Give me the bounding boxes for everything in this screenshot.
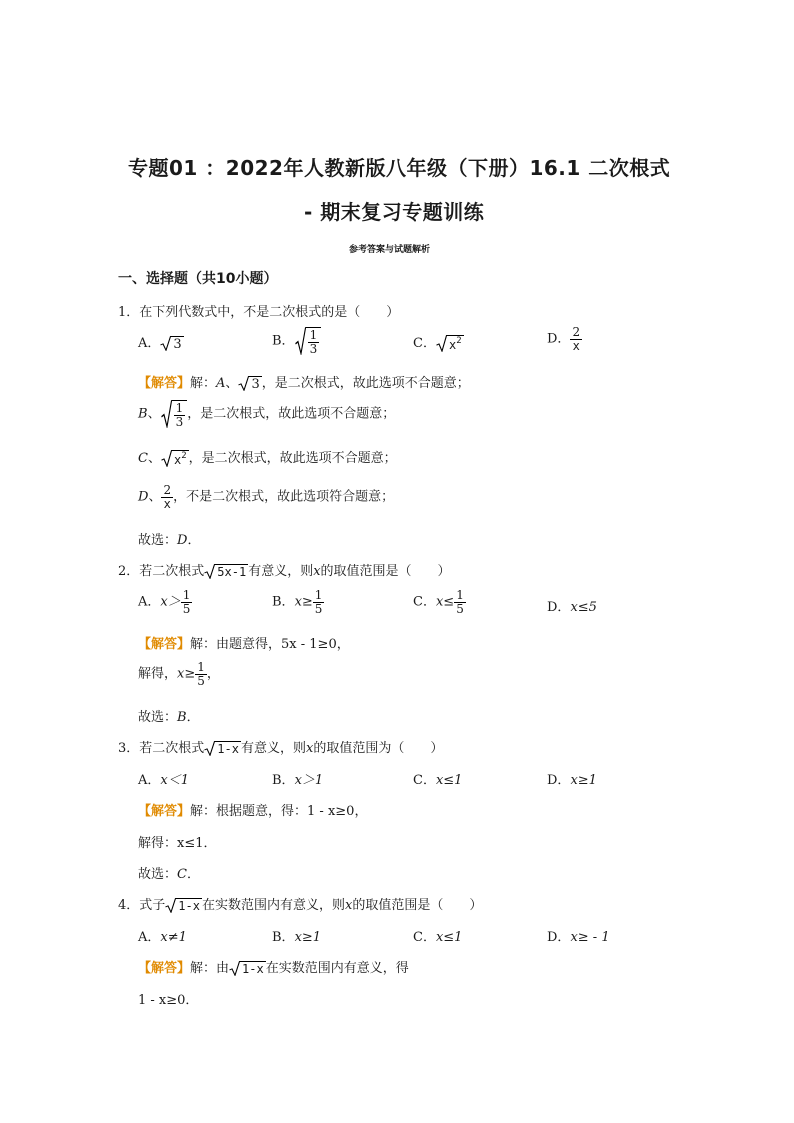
q4-option-d: D．x≥ - 1 <box>547 930 610 945</box>
q4-option-a: A．x≠1 <box>138 930 187 945</box>
q1-answer-line4: D、 $\frac{2}{x}$ ，不是二次根式，故此选项符合题意； <box>138 483 395 511</box>
q2-option-a: A．x＞ $\frac{1}{5}$ <box>138 588 191 616</box>
q3-option-c: C．x≤1 <box>413 773 463 788</box>
q3-option-d: D．x≥1 <box>547 773 597 788</box>
q4-answer-line2: 1 - x≥0． <box>138 993 199 1008</box>
page-subtitle: 参考答案与试题解析 <box>349 245 431 255</box>
q2-answer-line1: 【解答】解：由题意得，5x - 1≥0， <box>138 637 350 652</box>
q3-option-a: A．x＜1 <box>138 773 189 788</box>
q4-option-c: C．x≤1 <box>413 930 463 945</box>
q1-choice: 故选：D． <box>138 533 201 548</box>
q1-option-b: B． $\frac{1}{3}$ <box>272 327 321 355</box>
q1-option-c: C． $x^2$ <box>413 336 462 352</box>
q1-option-d: D． $\frac{2}{x}$ <box>547 325 581 353</box>
q4-answer-line1: 【解答】解：由 1-x 在实数范围内有意义，得 <box>138 961 409 976</box>
question-2-stem: 2．若二次根式 5x-1 有意义，则x的取值范围是（ ） <box>118 564 451 579</box>
page-title-line2: - 期末复习专题训练 <box>304 200 485 224</box>
q1-answer-line2: B、 $\frac{1}{3}$ ，是二次根式，故此选项不合题意； <box>138 401 396 429</box>
question-1-stem: 1．在下列代数式中，不是二次根式的是（ ） <box>118 305 400 320</box>
q1-answer-line3: C、 $x^2$ ，是二次根式，故此选项不合题意； <box>138 451 397 467</box>
q3-answer-line1: 【解答】解：根据题意，得：1 - x≥0， <box>138 804 368 819</box>
q1-answer-line1: 【解答】解：A、 3 ，是二次根式，故此选项不合题意； <box>138 376 470 392</box>
question-4-stem: 4．式子 1-x 在实数范围内有意义，则x的取值范围是（ ） <box>118 898 483 913</box>
page-title-line1: 专题01 ：2022年人教新版八年级（下册）16.1 二次根式 <box>128 156 671 180</box>
q1-option-a: A． 3 <box>138 336 182 352</box>
q3-answer-line2: 解得：x≤1． <box>138 836 217 851</box>
q2-answer-line2: 解得，x≥ $\frac{1}{5}$ ， <box>138 660 220 688</box>
q2-option-c: C．x≤ $\frac{1}{5}$ <box>413 588 464 616</box>
q3-option-b: B．x＞1 <box>272 773 324 788</box>
question-3-stem: 3．若二次根式 1-x 有意义，则x的取值范围为（ ） <box>118 741 444 756</box>
q2-option-d: D．x≤5 <box>547 600 597 615</box>
q4-option-b: B．x≥1 <box>272 930 322 945</box>
q2-option-b: B．x≥ $\frac{1}{5}$ <box>272 588 323 616</box>
q2-choice: 故选：B． <box>138 710 200 725</box>
q3-choice: 故选：C． <box>138 867 200 882</box>
section-heading: 一、选择题（共10小题） <box>118 271 278 287</box>
